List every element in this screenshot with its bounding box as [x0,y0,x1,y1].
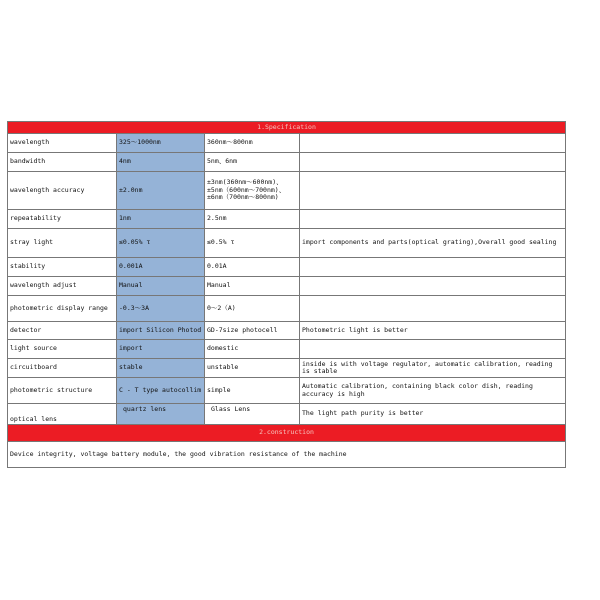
table-row [8,134,566,153]
row-label: circuitboard [8,359,117,378]
row-note: The light path purity is better [300,404,566,425]
row-label: detector [8,322,117,340]
construction-text: Device integrity, voltage battery module, the good vibration resistance of the machine [8,442,566,468]
row-label: wavelength adjust [8,277,117,296]
row-label: stability [8,258,117,277]
table-row [8,210,566,229]
row-note [300,258,566,277]
row-label: light source [8,340,117,359]
row-value-1: stable [117,359,205,378]
row-value-2: domestic [205,340,300,359]
table-row [8,296,566,322]
table-row [8,153,566,172]
row-value-2: unstable [205,359,300,378]
row-note: Automatic calibration, containing black color dish, reading accuracy is high [300,378,566,404]
construction-header-row [8,425,566,442]
row-value-1: 0.001A [117,258,205,277]
row-value-1: 1nm [117,210,205,229]
row-value-1: ±2.0nm [117,172,205,210]
row-value-1: 325～1000nm [117,134,205,153]
row-note: Photometric light is better [300,322,566,340]
row-value-1: -0.3～3A [117,296,205,322]
row-value-2: 2.5nm [205,210,300,229]
table-row [8,359,566,378]
row-note [300,153,566,172]
row-value-2: Manual [205,277,300,296]
row-label: photometric display range [8,296,117,322]
row-label: bandwidth [8,153,117,172]
row-value-2: 360nm～800nm [205,134,300,153]
table-row [8,277,566,296]
row-value-1: C - T type autocollim [117,378,205,404]
row-value-2: 0.01A [205,258,300,277]
row-note: inside is with voltage regulator, automatic calibration, reading is stable [300,359,566,378]
row-value-1: Manual [117,277,205,296]
row-value-2: ≤0.5% τ [205,229,300,258]
row-note [300,210,566,229]
row-note [300,277,566,296]
row-label: wavelength accuracy [8,172,117,210]
table-row [8,404,566,425]
table-row [8,229,566,258]
table-row [8,172,566,210]
row-value-1: import [117,340,205,359]
table-row [8,378,566,404]
row-value-2: 0～2（A) [205,296,300,322]
table-row [8,340,566,359]
specification-table [7,121,566,468]
row-note [300,296,566,322]
row-value-2: Glass Lens [205,404,300,425]
row-value-1: quartz lens [117,404,205,425]
row-value-2: 5nm、6nm [205,153,300,172]
row-note [300,134,566,153]
row-note: import components and parts(optical grating),Overall good sealing [300,229,566,258]
construction-header: 2.construction [8,425,566,442]
table-row [8,322,566,340]
table-row [8,258,566,277]
row-value-1: import Silicon Photod [117,322,205,340]
specification-header-row [8,122,566,134]
row-value-1: ≤0.05% τ [117,229,205,258]
row-value-1: 4nm [117,153,205,172]
row-label: stray light [8,229,117,258]
row-label: repeatability [8,210,117,229]
row-label: wavelength [8,134,117,153]
row-value-2: ±3nm(360nm～600nm)、±5nm（600nm～700nm)、±6nm（700nm～800nm) [205,172,300,210]
row-note [300,172,566,210]
specification-header: 1.Specification [8,122,566,134]
row-note [300,340,566,359]
row-value-2: GD-7size photocell [205,322,300,340]
row-label: optical lens [8,404,117,425]
construction-row [8,442,566,468]
row-value-2: simple [205,378,300,404]
row-label: photometric structure [8,378,117,404]
